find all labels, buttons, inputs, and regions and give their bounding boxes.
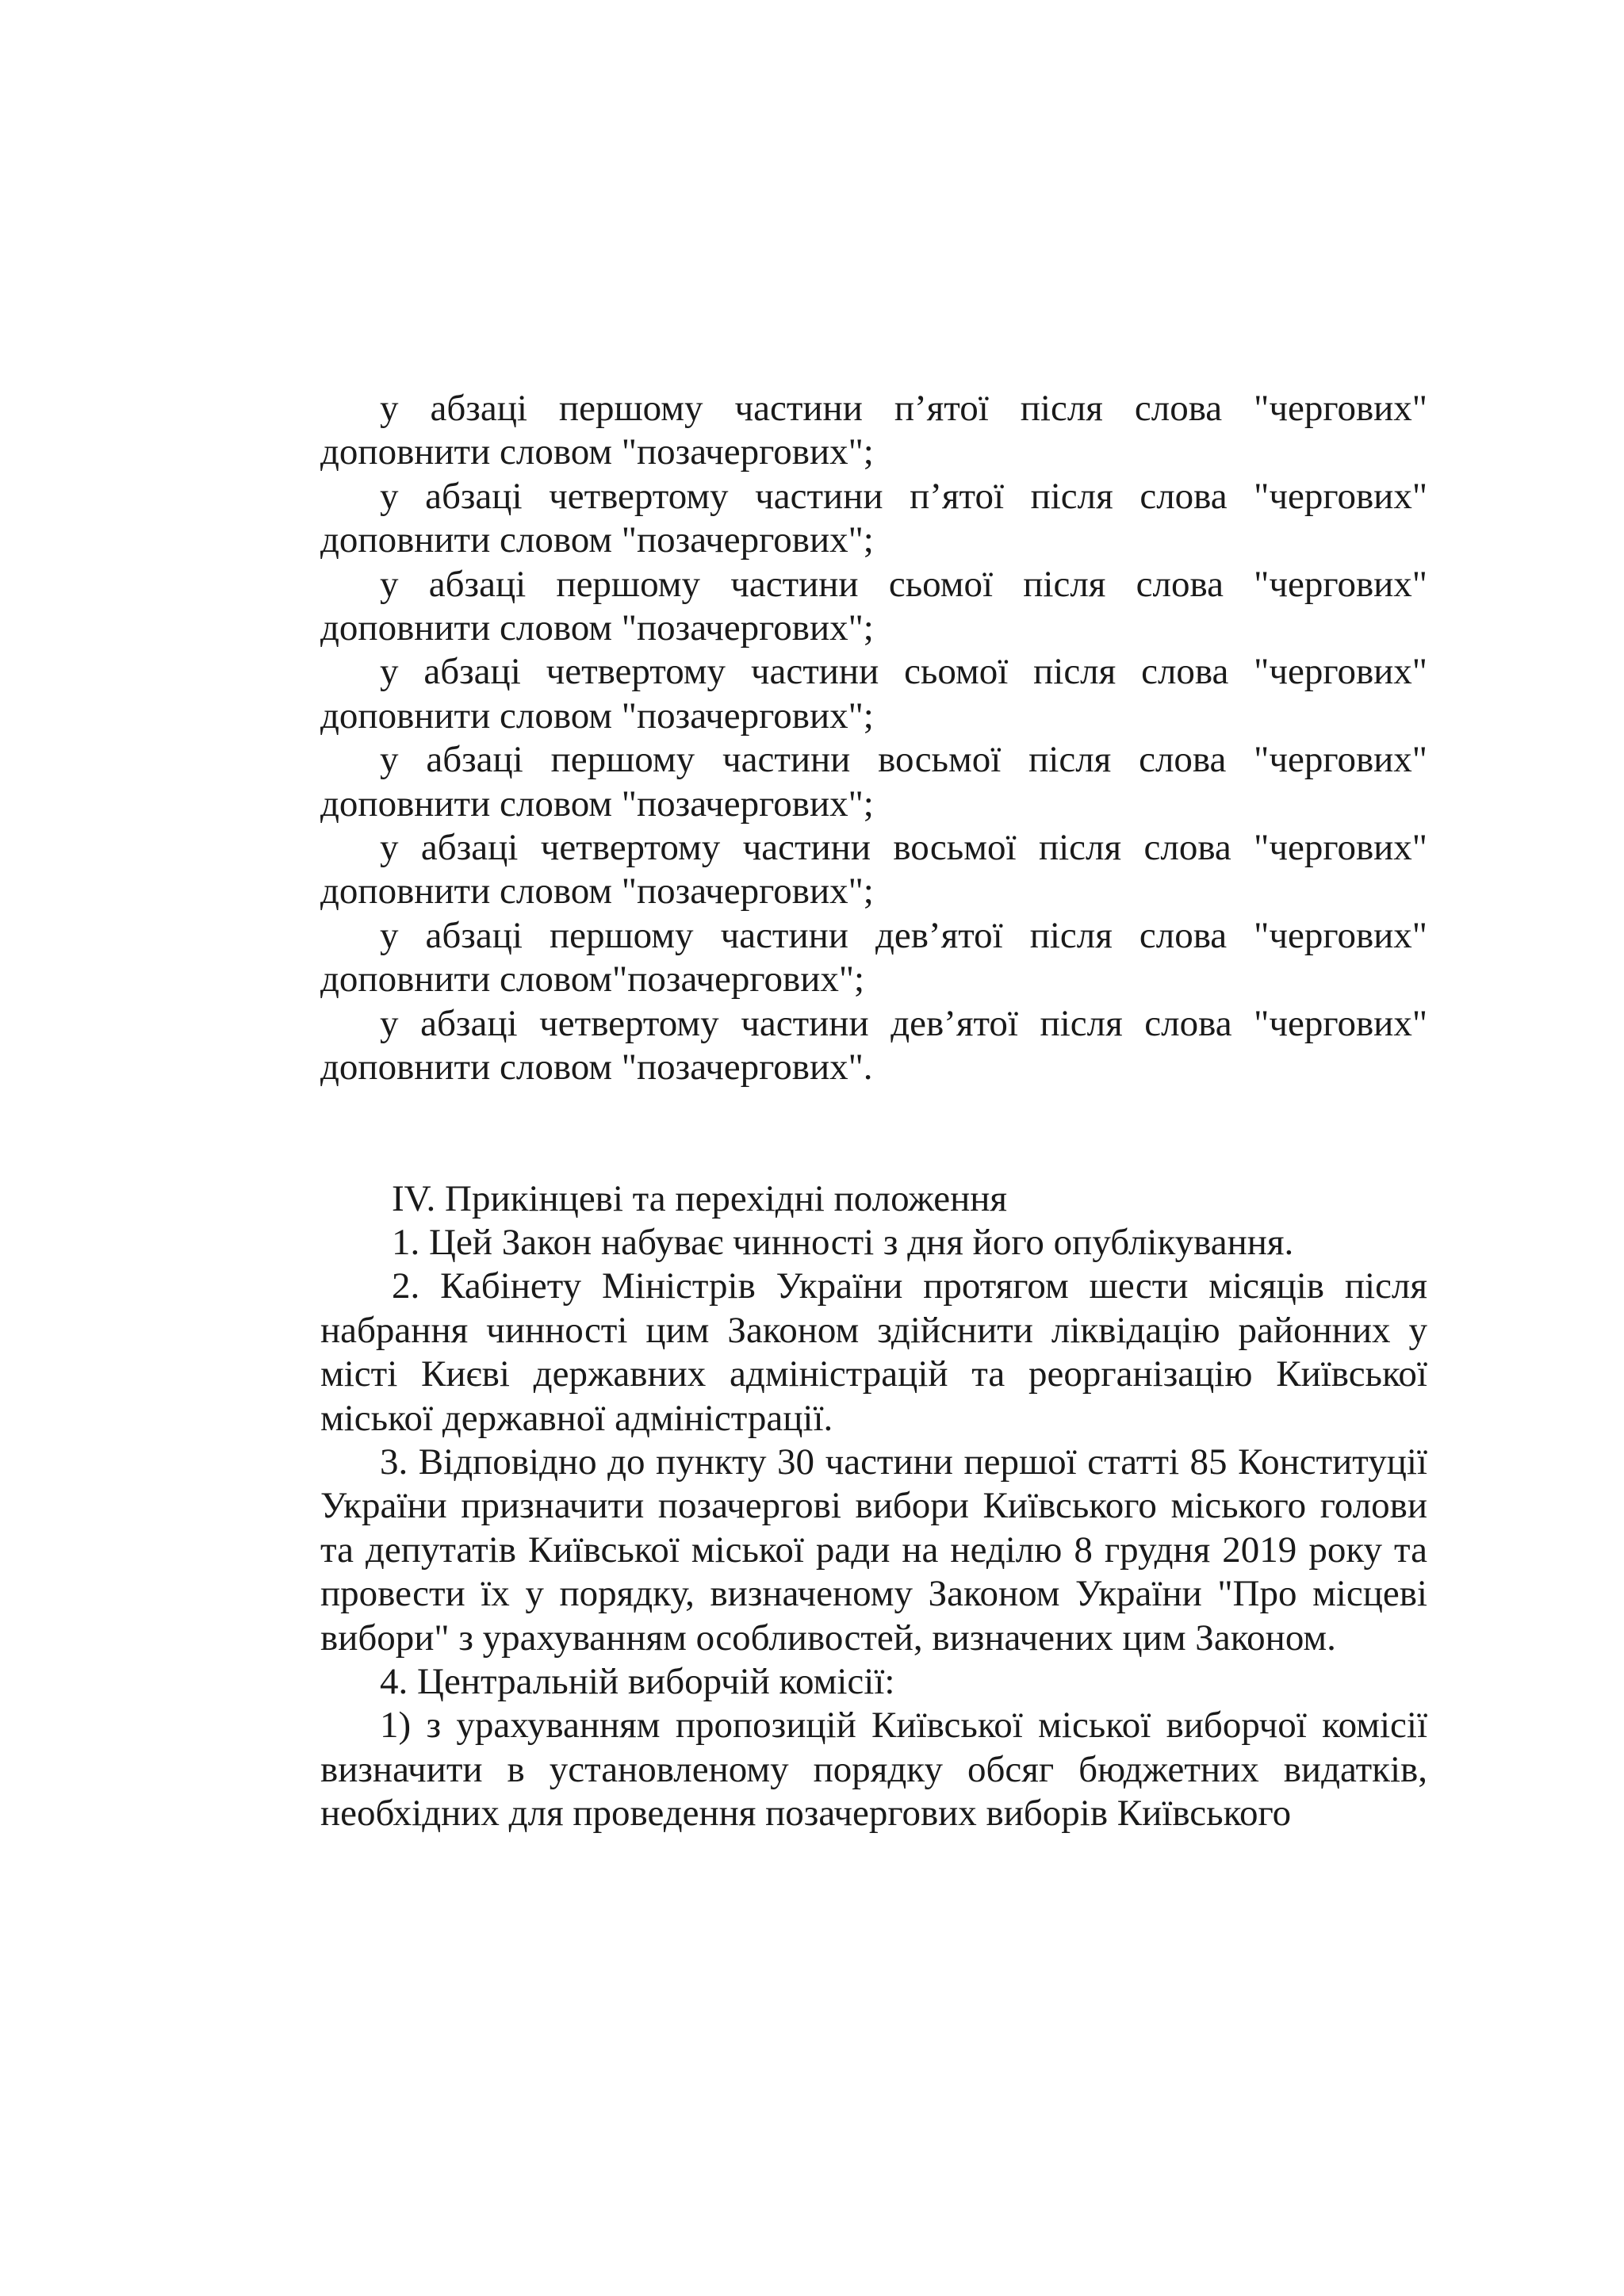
amendment-paragraph: у абзаці четвертому частини восьмої після слова "чергових" доповнити словом "позачергових"; <box>320 827 1427 913</box>
section-heading: IV. Прикінцеві та перехідні положення <box>392 1177 1008 1219</box>
section-item: 4. Центральній виборчій комісії: <box>380 1660 895 1702</box>
amendment-paragraph: у абзаці четвертому частини п’ятої після слова "чергових" доповнити словом "позачергових"; <box>320 475 1427 561</box>
section-item: 2. Кабінету Міністрів України протягом шести місяців після набрання чинності цим Законом здійснити ліквідацію районних у місті Києві державних адміністрацій та реорганізацію Київської міської державної адміністрації. <box>320 1265 1427 1439</box>
amendment-paragraph: у абзаці першому частини дев’ятої після слова "чергових" доповнити словом"позачергових"; <box>320 914 1427 1001</box>
document-page <box>320 387 1427 1836</box>
amendment-paragraph: у абзаці першому частини п’ятої після слова "чергових" доповнити словом "позачергових"; <box>320 388 1427 473</box>
section-item: 1. Цей Закон набуває чинності з дня його опублікування. <box>392 1221 1294 1263</box>
section-item: 3. Відповідно до пункту 30 частини першої статті 85 Конституції України призначити позачергові вибори Київського міського голови та депутатів Київської міської ради на неділю 8 грудня 2019 року та провести їх у порядку, визначеному Законом України "Про місцеві вибори" з урахуванням особливостей, визначених цим Законом. <box>320 1441 1427 1659</box>
amendment-paragraph: у абзаці четвертому частини сьомої після слова "чергових" доповнити словом "позачергових"; <box>320 651 1427 737</box>
section-item: 1) з урахуванням пропозицій Київської міської виборчої комісії визначити в установленому порядку обсяг бюджетних видатків, необхідних для проведення позачергових виборів Київського <box>320 1705 1427 1835</box>
amendment-paragraph: у абзаці четвертому частини дев’ятої після слова "чергових" доповнити словом "позачергових". <box>320 1002 1427 1089</box>
amendment-paragraph: у абзаці першому частини сьомої після слова "чергових" доповнити словом "позачергових"; <box>320 563 1427 649</box>
amendment-paragraph: у абзаці першому частини восьмої після слова "чергових" доповнити словом "позачергових"; <box>320 739 1427 825</box>
